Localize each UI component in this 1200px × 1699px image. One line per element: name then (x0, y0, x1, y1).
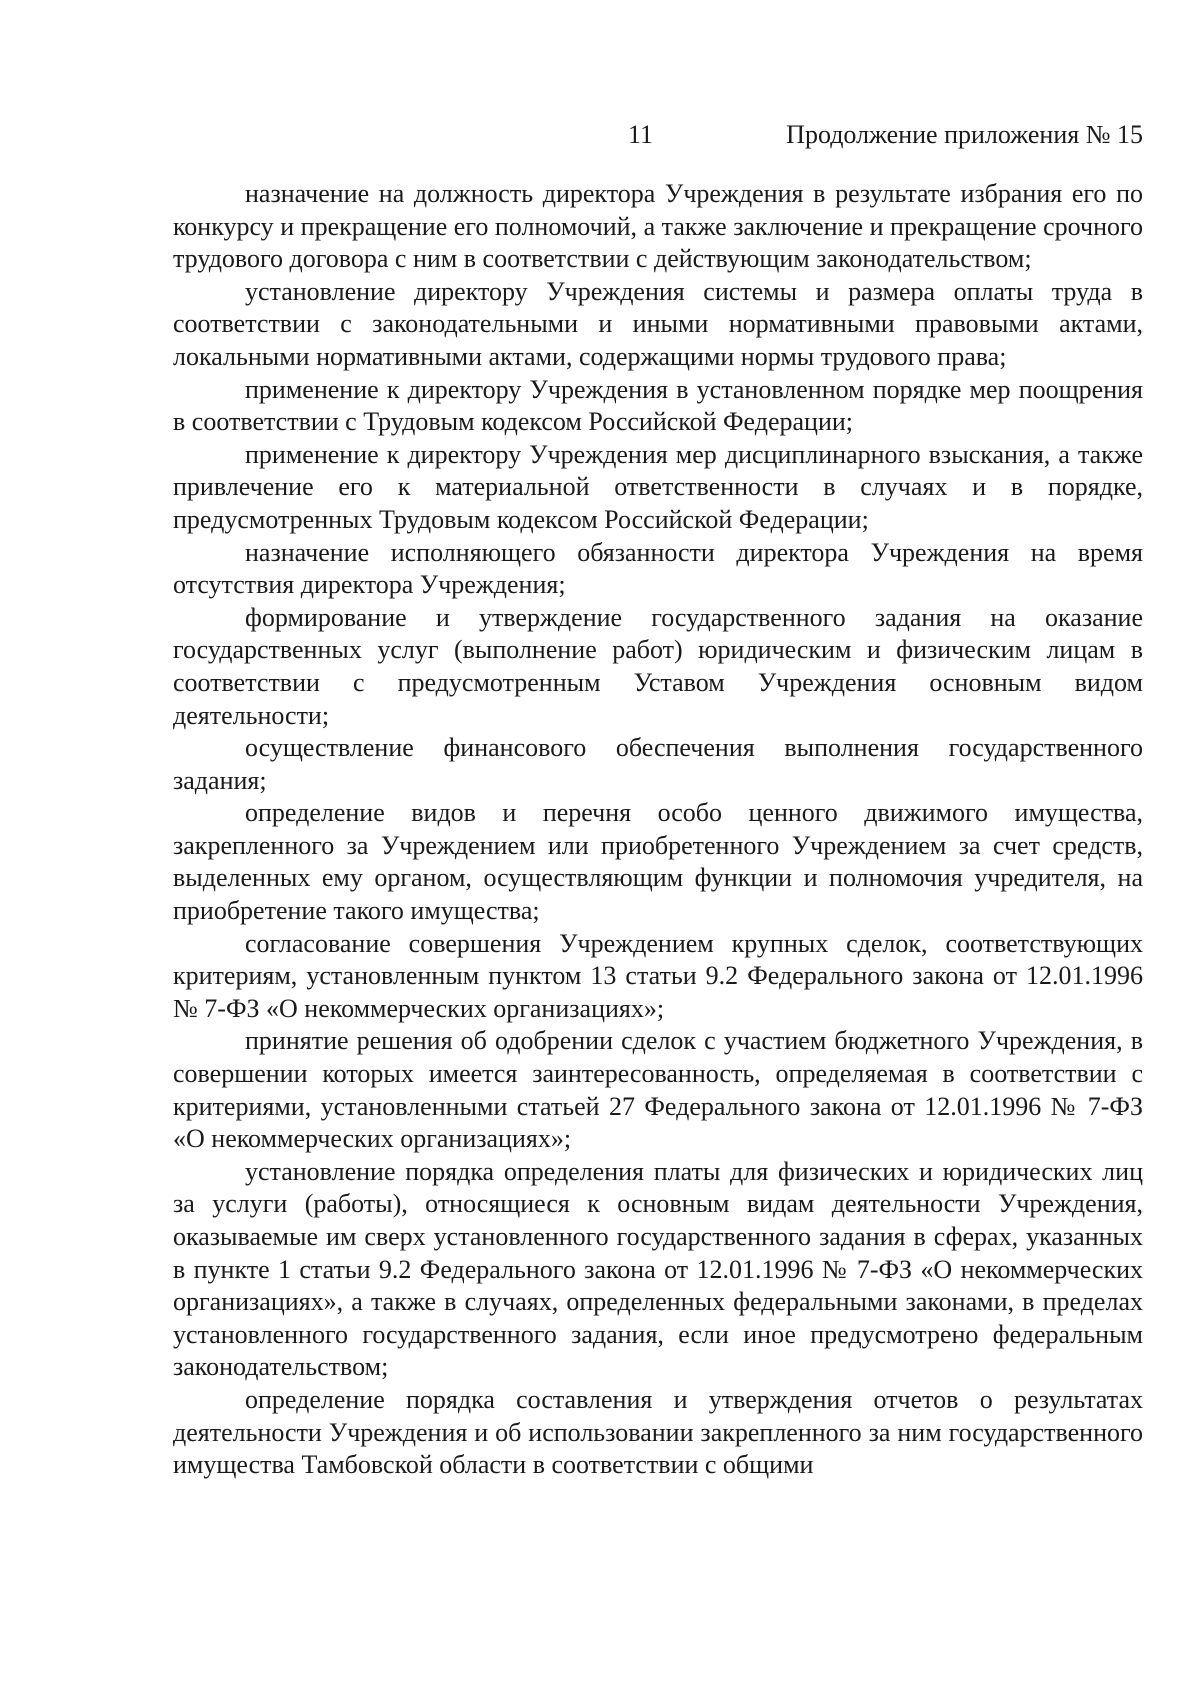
paragraph: применение к директору Учреждения мер дисциплинарного взыскания, а также привлечение его к материальной ответственности в случаях и в порядке, предусмотренных Трудовым кодексом Российской Федерации; (173, 439, 1143, 534)
paragraph: назначение на должность директора Учреждения в результате избрания его по конкурсу и прекращение его полномочий, а также заключение и прекращение срочного трудового договора с ним в соответствии с действующим законодательством; (173, 179, 1143, 274)
paragraph: осуществление финансового обеспечения выполнения государственного задания; (173, 733, 1143, 795)
page-number: 11 (628, 120, 654, 149)
paragraph: установление порядка определения платы для физических и юридических лиц за услуги (работы), относящиеся к основным видам деятельности Учреждения, оказываемые им сверх установленного государственного задания в сферах, указанных в пункте 1 статьи 9.2 Федерального закона от 12.01.1996 № 7-ФЗ «О некоммерческих организациях», а также в случаях, определенных федеральными законами, в пределах установленного государственного задания, если иное предусмотрено федеральным законодательством; (173, 1156, 1143, 1382)
paragraph: установление директору Учреждения системы и размера оплаты труда в соответствии с законодательными и иными нормативными правовыми актами, локальными нормативными актами, содержащими нормы трудового права; (173, 276, 1143, 371)
paragraph: применение к директору Учреждения в установленном порядке мер поощрения в соответствии с Трудовым кодексом Российской Федерации; (173, 374, 1143, 437)
document-body (173, 178, 1143, 1482)
page-header (0, 118, 1200, 152)
paragraph: определение порядка составления и утверждения отчетов о результатах деятельности Учреждения и об использовании закрепленного за ним государственного имущества Тамбовской области в соответствии с общими (173, 1384, 1143, 1480)
appendix-continuation-title: Продолжение приложения № 15 (786, 120, 1143, 149)
paragraph: согласование совершения Учреждением крупных сделок, соответствующих критериям, установленным пунктом 13 статьи 9.2 Федерального закона от 12.01.1996 № 7-ФЗ «О некоммерческих организациях»; (173, 928, 1143, 1023)
paragraph: принятие решения об одобрении сделок с участием бюджетного Учреждения, в совершении которых имеется заинтересованность, определяемая в соответствии с критериями, установленными статьей 27 Федерального закона от 12.01.1996 № 7-ФЗ «О некоммерческих организациях»; (173, 1026, 1143, 1154)
paragraph: определение видов и перечня особо ценного движимого имущества, закрепленного за Учреждением или приобретенного Учреждением за счет средств, выделенных ему органом, осуществляющим функции и полномочия учредителя, на приобретение такого имущества; (173, 798, 1143, 926)
paragraph: назначение исполняющего обязанности директора Учреждения на время отсутствия директора Учреждения; (173, 537, 1143, 600)
paragraph: формирование и утверждение государственного задания на оказание государственных услуг (выполнение работ) юридическим и физическим лицам в соответствии с предусмотренным Уставом Учреждения основным видом деятельности; (173, 602, 1143, 730)
